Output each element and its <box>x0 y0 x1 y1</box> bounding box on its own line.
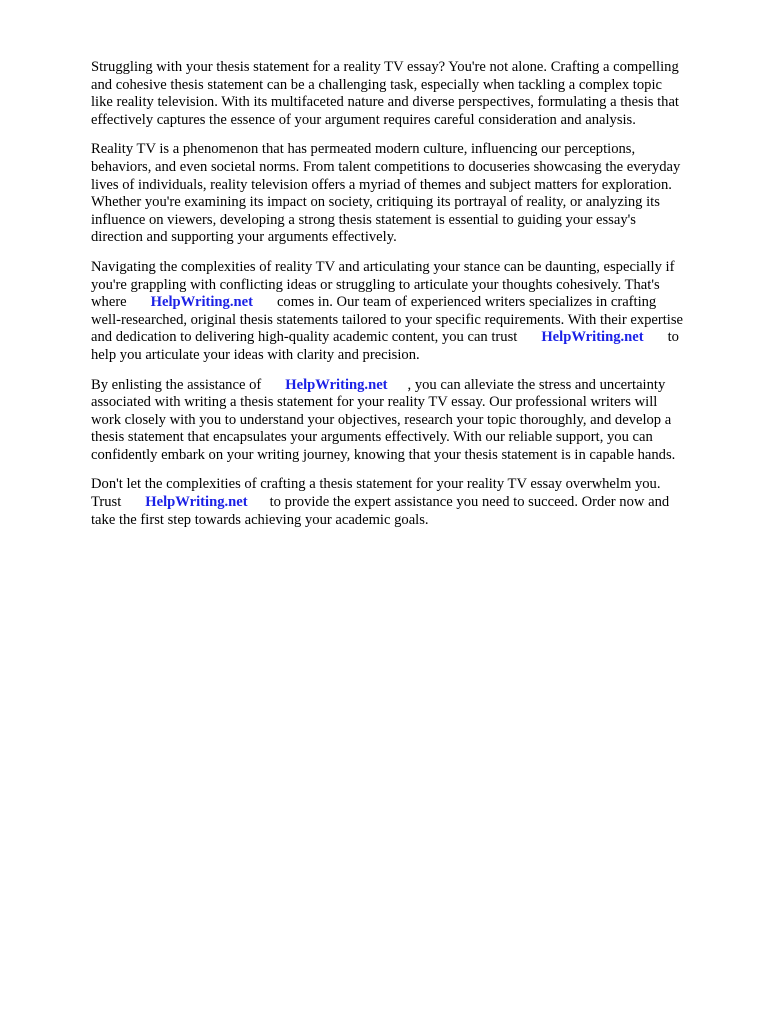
text-line: Don't let the complexities of crafting a thesis statement for your reality TV essay overwhelm you. <box>91 476 661 493</box>
text-fragment: and dedication to delivering high-quality academic content, you can trust <box>91 329 518 346</box>
text-line: direction and supporting your arguments effectively. <box>91 229 397 246</box>
text-line: you're grappling with conflicting ideas or struggling to articulate your thoughts cohesively. That's <box>91 276 660 293</box>
text-line <box>91 494 731 512</box>
text-line <box>91 294 731 312</box>
text-line: Reality TV is a phenomenon that has permeated modern culture, influencing our perceptions, <box>91 141 636 158</box>
text-line: Struggling with your thesis statement for a reality TV essay? You're not alone. Crafting a compelling <box>91 59 679 75</box>
text-line: Whether you're examining its impact on society, critiquing its portrayal of reality, or analyzing its <box>91 194 660 211</box>
paragraph-reality-tv <box>91 141 731 247</box>
text-line <box>91 329 731 347</box>
text-fragment: to provide the expert assistance you need to succeed. Order now and <box>269 494 670 511</box>
paragraph-enlisting <box>91 377 731 465</box>
text-line: confidently embark on your writing journey, knowing that your thesis statement is in capable hands. <box>91 446 676 463</box>
text-line <box>91 377 731 395</box>
helpwriting-link[interactable]: HelpWriting.net <box>150 294 253 311</box>
document-page <box>91 59 731 541</box>
text-line: effectively captures the essence of your argument requires careful consideration and analysis. <box>91 111 636 128</box>
text-line: take the first step towards achieving your academic goals. <box>91 511 429 528</box>
text-line: thesis statement that encapsulates your arguments effectively. With our reliable support, you can <box>91 429 653 446</box>
helpwriting-link[interactable]: HelpWriting.net <box>145 494 248 511</box>
text-line: help you articulate your ideas with clarity and precision. <box>91 346 420 363</box>
text-line: and cohesive thesis statement can be a challenging task, especially when tackling a complex topic <box>91 76 662 93</box>
text-line: like reality television. With its multifaceted nature and diverse perspectives, formulating a thesis that <box>91 94 679 111</box>
text-fragment: to <box>667 329 679 346</box>
text-line: influence on viewers, developing a strong thesis statement is essential to guiding your essay's <box>91 211 636 228</box>
helpwriting-link[interactable]: HelpWriting.net <box>541 329 644 346</box>
helpwriting-link[interactable]: HelpWriting.net <box>285 376 388 393</box>
text-line: lives of individuals, reality television offers a myriad of themes and subject matters for exploration. <box>91 176 672 193</box>
text-fragment: comes in. Our team of experienced writers specializes in crafting <box>276 294 657 311</box>
text-fragment: where <box>91 294 127 311</box>
paragraph-navigating <box>91 259 731 365</box>
text-fragment: , you can alleviate the stress and uncertainty <box>407 376 666 393</box>
text-fragment: By enlisting the assistance of <box>91 376 262 393</box>
text-line: behaviors, and even societal norms. From talent competitions to docuseries showcasing the everyday <box>91 158 681 175</box>
text-line: Navigating the complexities of reality TV and articulating your stance can be daunting, especially if <box>91 258 675 275</box>
text-fragment: Trust <box>91 494 122 511</box>
paragraph-closing <box>91 476 731 529</box>
paragraph-intro <box>91 59 731 129</box>
text-line: well-researched, original thesis statements tailored to your specific requirements. With their expertise <box>91 311 684 328</box>
text-line: work closely with you to understand your objectives, research your topic thoroughly, and develop a <box>91 411 672 428</box>
text-line: associated with writing a thesis statement for your reality TV essay. Our professional writers will <box>91 394 658 411</box>
